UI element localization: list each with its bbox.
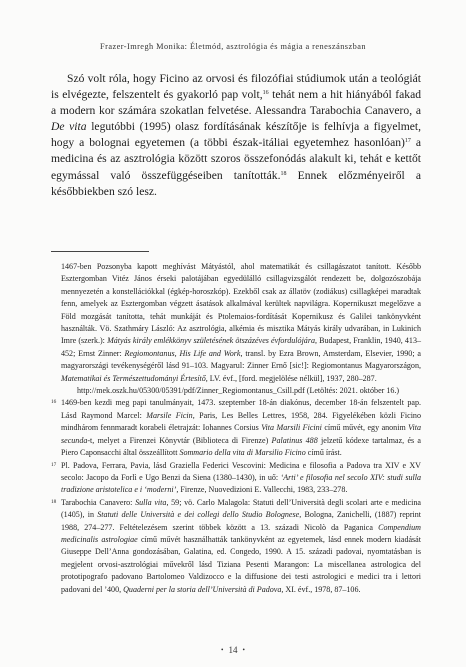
fn-text: , Paris, Les Belles Lettres, 1958, 284. Figyelékében közli Ficino mindhárom fennmaradt korabeli életrajzát: Iohannes Corsius [61,410,421,433]
footnote-18 [51,497,421,596]
fn-title: Quaderni per la storia dell’Università di Padova, [123,584,284,594]
fn-text: című művét használhatták tankönyvként az egyetemek, lásd ennek modern kiadását Giuseppe Dell’Anna gondozásában, Galatina, ed. Congedo, 1990. A 15. századi padovai, nyomtatásban is megjelent orvosi-asztrológiai művekről lásd Tiziana Pesenti Marangon: La miscellanea astrologica del prototipografo padovano Bartolomeo Valdizocco e la diffusione dei testi astrologici e medici tra i lettori padovani del ’400, [61,534,421,594]
fn-title: Vita secunda [61,423,421,445]
main-text [51,71,421,200]
main-paragraph [51,71,421,200]
folio-dot-right: • [242,646,245,654]
fn-title: Statuti delle Università e dei collegi dello Studio Bolognese [97,510,300,520]
fn-text: XI. évf., 1978, 87–106. [283,584,361,594]
page-number-value: 14 [228,645,238,655]
footnote-ref-17[interactable]: 17 [404,138,411,145]
fn-title: Regiomontanus, His Life and Work [124,348,241,358]
fn-text: , 59; vö. Carlo Malagola: Statuti dell’Università degli scolari arte e medicina (1405), in [61,497,421,520]
fn-title: ‘Arti’ e filosofia nel secolo XIV: studi sulla tradizione aristotelica e i ‘moderni’ [61,472,421,495]
footnotes [51,261,421,596]
text-segment: legutóbbi (1995) olasz fordításának készítője is felhívja a figyelmet, hogy a bolognai egyetemen (a többi észak-itáliai egyetemhez hasonlóan) [51,120,422,150]
fn-title: Compendium medicinalis astrologiae [61,522,421,544]
footnote-separator [51,251,149,252]
footnote-ref-16[interactable]: 16 [262,90,269,97]
page-number [0,645,466,655]
fn-title: Marsile Ficin [146,410,193,420]
book-title-de-vita: De vita [51,120,87,134]
text-segment: a medicina és az asztrológia között szoros összefonódás alakult ki, tehát e kettőt egymással való összefüggéseiben tanították. [51,136,421,182]
footnote-ref-18[interactable]: 18 [280,170,287,177]
fn-title: Matematikai és Természettudományi Értesítő, [61,373,208,383]
fn-text: , Bologna, Zanichelli, (1887) reprint 1988, 274–277. Feltételezésem szerint többek között a 13. századi Nicolò da Paganica [61,510,421,532]
fn-text: Pl. Padova, Ferrara, Pavia, lásd Graziella Federici Vescovini: Medicina e filosofia a Padova tra XIV e XV secolo: Jacopo da Forlì e Ugo Benzi da Siena (1380–1430), in uő: [61,460,421,482]
footnote-number: 16 [51,399,57,406]
footnote-number: 18 [51,498,57,505]
fn-text: című írást. [305,448,342,458]
fn-text: , Budapest, Franklin, 1940, 413–452; Ernst Zinner: [61,336,421,358]
footnote-16 [51,397,421,459]
fn-title: Palatinus 488 [271,435,318,445]
fn-text: , Firenze, Nuovedizioni E. Vallecchi, 1983, 233–278. [176,485,348,495]
fn-text: , transl. by Ezra Brown, Amsterdam, Elsevier, 1990; a magyarországi tevékenységéről lásd 91–103. Magyarul: Zinner Ernő [sic!]: Regiomontanus Magyarországon, [61,348,421,371]
text-segment: Szó volt róla, hogy Ficino az orvosi és filozófiai stúdiumok után a teológiát is elvégezte, felszentelt és gyakorló pap volt, [51,72,421,102]
fn-text: jelzetű kódexe tartalmaz, és a Piero Caponsacchi által összeállított [61,435,421,458]
fn-text: Tarabochia Canavero: [61,497,136,507]
fn-title: Vita Marsili Ficini [261,423,322,433]
footnote-number: 17 [51,461,57,468]
fn-text: 1469-ben kezdi meg papi tanulmányait, 1473. szeptember 18-án diakónus, december 18-án felszentelt pap. Lásd Raymond Marcel: [61,398,421,420]
fn-text: 1467-ben Pozsonyba kapott meghívást Mátyástól, ahol matematikát és csillagászatot tanított. Később Esztergomban Vitéz János érseki palotájában egyedülálló csillagvizsgálót rendezett be, dolgozószobája mennyezetén a konstellációkkal (égkép-horoszkóp). Ezekből csak az állatöv (zodiákus) csillagképei maradtak fenn, amelyek az Esztergomban végzett ásatások alkalmával kerültek napvilágra. Kopernikuszt megelőzve a Föld mozgását tanította, tehát munkáját és Ptolemaios-fordítását Kopernikusz és Galilei tankönyvként használták. Vö. Szathmáry László: Az asztrológia, alkémia és misztika Mátyás király udvarában, in Lukinich Imre (szerk.): [61,262,421,346]
text-segment: Ennek előzményeiről a későbbiekben szó lesz. [51,168,421,198]
fn-title: Sulla vita [135,497,167,507]
footnote-15-continuation [51,261,421,397]
fn-title: Mátyás király emlékkönyv születésének ötszázéves évfordulójára [107,336,315,346]
folio-dot-left: • [221,646,224,654]
running-head: Frazer-Imregh Monika: Életmód, asztrológia és mágia a reneszánszban [100,42,366,51]
fn-text: című művét, egy anonim [321,423,409,433]
fn-title: Sommario della vita di Marsilio Ficino [179,448,306,458]
fn-text: LV. évf., [ford. megjelölése nélkül], 1937, 280–287. [207,373,377,383]
text-segment: tehát nem a hit hiányából fakad a modern kor számára szokatlan felvetése. Alessandra Tarabochia Canavero, a [51,88,422,118]
footnote-17 [51,460,421,497]
footnote-url[interactable]: http://mek.oszk.hu/05300/05391/pdf/Zinner_Regiomontanus_Csill.pdf (Letöltés: 2021. október 16.) [77,386,400,396]
fn-text: -t, melyet a Firenzei Könyvtár (Biblioteca di Firenze) [87,435,272,445]
